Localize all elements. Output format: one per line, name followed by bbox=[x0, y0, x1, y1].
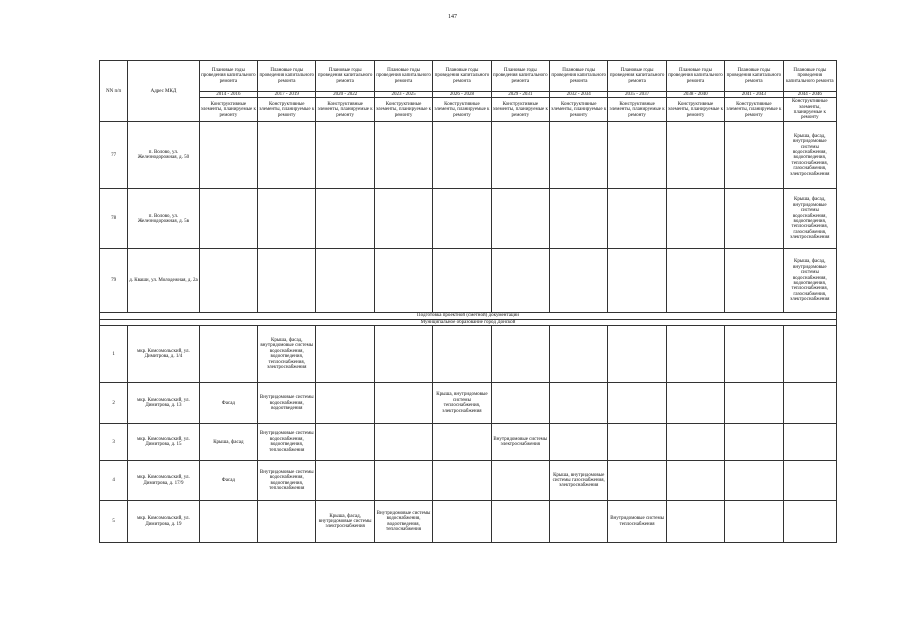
cell-empty bbox=[258, 122, 316, 189]
cell-empty bbox=[608, 326, 666, 383]
cell-empty bbox=[666, 424, 724, 461]
cell-empty bbox=[199, 189, 257, 249]
table-row bbox=[100, 424, 837, 461]
cell-empty bbox=[433, 249, 491, 313]
row-number: 1 bbox=[100, 326, 128, 383]
cell-empty bbox=[666, 461, 724, 501]
cell-empty bbox=[725, 501, 783, 543]
period-years: 2044 - 2046 bbox=[783, 92, 836, 98]
table-row bbox=[100, 189, 837, 249]
cell-empty bbox=[725, 383, 783, 424]
cell-empty bbox=[666, 383, 724, 424]
period-years: 2035 - 2037 bbox=[608, 92, 666, 98]
cell-empty bbox=[666, 249, 724, 313]
cell-empty bbox=[725, 249, 783, 313]
elements-header: Конструктивные элементы, планируемые к ремонту bbox=[608, 98, 666, 122]
cell-elements bbox=[258, 501, 316, 543]
cell-elements: Внутридомовые системы водоснабжения, водоотведения bbox=[258, 383, 316, 424]
cell-empty bbox=[491, 122, 549, 189]
row-address: мкр. Комсомольский, ул. Димитрова, д. 19 bbox=[128, 501, 199, 543]
row-address: мкр. Комсомольский, ул. Димитрова, д. 15 bbox=[128, 424, 199, 461]
row-address: д. Кваши, ул. Молодежная, д. 2а bbox=[128, 249, 199, 313]
elements-header: Конструктивные элементы, планируемые к ремонту bbox=[550, 98, 608, 122]
cell-elements: Внутридомовые системы электроснабжения bbox=[491, 424, 549, 461]
header-row-titles bbox=[100, 61, 837, 92]
elements-header: Конструктивные элементы, планируемые к ремонту bbox=[783, 98, 836, 122]
cell-elements: Крыша, фасад, внутридомовые системы водоснабжения, водоотведения, теплоснабжения, газоснабжения, электроснабжения bbox=[783, 249, 836, 313]
cell-empty bbox=[725, 189, 783, 249]
cell-elements: Крыша, внутридомовые системы теплоснабжения, электроснабжения bbox=[433, 383, 491, 424]
cell-empty bbox=[316, 249, 374, 313]
elements-header: Конструктивные элементы, планируемые к ремонту bbox=[374, 98, 432, 122]
cell-elements bbox=[316, 326, 374, 383]
cell-empty bbox=[608, 189, 666, 249]
cell-empty bbox=[491, 249, 549, 313]
cell-empty bbox=[783, 501, 836, 543]
cell-elements: Крыша, фасад bbox=[199, 424, 257, 461]
cell-elements bbox=[316, 424, 374, 461]
row-number: 3 bbox=[100, 424, 128, 461]
period-years: 2023 - 2025 bbox=[374, 92, 432, 98]
col-header-address: Адрес МКД bbox=[128, 61, 199, 122]
row-number: 4 bbox=[100, 461, 128, 501]
cell-elements bbox=[199, 501, 257, 543]
cell-empty bbox=[258, 189, 316, 249]
cell-empty bbox=[666, 122, 724, 189]
cell-empty bbox=[725, 461, 783, 501]
cell-elements bbox=[374, 326, 432, 383]
cell-elements: Внутридомовые системы водоснабжения, водоотведения, теплоснабжения bbox=[258, 424, 316, 461]
cell-empty bbox=[199, 249, 257, 313]
period-years: 2041 - 2043 bbox=[725, 92, 783, 98]
row-address: п. Волово, ул. Железнодорожная, д. 5в bbox=[128, 189, 199, 249]
col-header-period: Плановые годы проведения капитального ремонта bbox=[725, 61, 783, 92]
table-row bbox=[100, 461, 837, 501]
cell-empty bbox=[783, 326, 836, 383]
period-years: 2020 - 2022 bbox=[316, 92, 374, 98]
row-address: п. Волово, ул. Железнодорожная, д. 50 bbox=[128, 122, 199, 189]
cell-elements bbox=[199, 326, 257, 383]
col-header-period: Плановые годы проведения капитального ремонта bbox=[374, 61, 432, 92]
col-header-period: Плановые годы проведения капитального ремонта bbox=[433, 61, 491, 92]
cell-empty bbox=[199, 122, 257, 189]
cell-empty bbox=[608, 424, 666, 461]
elements-header: Конструктивные элементы, планируемые к ремонту bbox=[491, 98, 549, 122]
cell-empty bbox=[316, 122, 374, 189]
row-address: мкр. Комсомольский, ул. Димитрова, д. 17/9 bbox=[128, 461, 199, 501]
row-number: 79 bbox=[100, 249, 128, 313]
table-row bbox=[100, 383, 837, 424]
cell-empty bbox=[316, 189, 374, 249]
cell-elements bbox=[374, 424, 432, 461]
cell-elements: Крыша, фасад, внутридомовые системы водоснабжения, водоотведения, теплоснабжения, газоснабжения, электроснабжения bbox=[783, 122, 836, 189]
cell-elements bbox=[433, 424, 491, 461]
row-address: мкр. Комсомольский, ул. Димитрова, д. 13 bbox=[128, 383, 199, 424]
cell-elements: Крыша, фасад, внутридомовые системы электроснабжения bbox=[316, 501, 374, 543]
period-years: 2032 - 2034 bbox=[550, 92, 608, 98]
period-years: 2014 - 2016 bbox=[199, 92, 257, 98]
page-number: 147 bbox=[448, 14, 457, 20]
col-header-period: Плановые годы проведения капитального ремонта bbox=[491, 61, 549, 92]
row-number: 78 bbox=[100, 189, 128, 249]
table-row bbox=[100, 326, 837, 383]
elements-header: Конструктивные элементы, планируемые к ремонту bbox=[433, 98, 491, 122]
cell-elements bbox=[491, 326, 549, 383]
col-header-period: Плановые годы проведения капитального ремонта bbox=[666, 61, 724, 92]
cell-elements bbox=[550, 383, 608, 424]
row-address: мкр. Комсомольский, ул. Димитрова, д. 1/4 bbox=[128, 326, 199, 383]
period-years: 2029 - 2031 bbox=[491, 92, 549, 98]
header-row-elements bbox=[100, 98, 837, 122]
cell-elements bbox=[374, 461, 432, 501]
cell-elements: Фасад bbox=[199, 383, 257, 424]
cell-elements bbox=[550, 424, 608, 461]
section-title: Подготовка проектной (сметной) документации bbox=[100, 313, 837, 319]
cell-empty bbox=[374, 249, 432, 313]
col-header-period: Плановые годы проведения капитального ремонта bbox=[316, 61, 374, 92]
cell-empty bbox=[374, 122, 432, 189]
period-years: 2026 - 2028 bbox=[433, 92, 491, 98]
cell-elements: Крыша, фасад, внутридомовые системы водоснабжения, водоотведения, теплоснабжения, электроснабжения bbox=[258, 326, 316, 383]
elements-header: Конструктивные элементы, планируемые к ремонту bbox=[199, 98, 257, 122]
cell-empty bbox=[550, 189, 608, 249]
cell-elements bbox=[550, 326, 608, 383]
cell-elements: Внутридомовые системы теплоснабжения bbox=[608, 501, 666, 543]
cell-elements bbox=[374, 383, 432, 424]
repair-plan-table bbox=[99, 60, 837, 543]
col-header-period: Плановые годы проведения капитального ремонта bbox=[608, 61, 666, 92]
elements-header: Конструктивные элементы, планируемые к ремонту bbox=[666, 98, 724, 122]
cell-empty bbox=[491, 189, 549, 249]
elements-header: Конструктивные элементы, планируемые к ремонту bbox=[725, 98, 783, 122]
cell-elements bbox=[491, 461, 549, 501]
cell-elements bbox=[491, 383, 549, 424]
cell-empty bbox=[783, 424, 836, 461]
elements-header: Конструктивные элементы, планируемые к ремонту bbox=[316, 98, 374, 122]
elements-header: Конструктивные элементы, планируемые к ремонту bbox=[258, 98, 316, 122]
table-row bbox=[100, 122, 837, 189]
col-header-period: Плановые годы проведения капитального ремонта bbox=[550, 61, 608, 92]
cell-elements: Фасад bbox=[199, 461, 257, 501]
table-row bbox=[100, 249, 837, 313]
cell-empty bbox=[666, 501, 724, 543]
col-header-period: Плановые годы проведения капитального ремонта bbox=[199, 61, 257, 92]
cell-empty bbox=[666, 326, 724, 383]
period-years: 2017 - 2019 bbox=[258, 92, 316, 98]
cell-empty bbox=[433, 122, 491, 189]
cell-elements bbox=[316, 383, 374, 424]
col-header-period: Плановые годы проведения капитального ремонта bbox=[783, 61, 836, 92]
period-years: 2038 - 2040 bbox=[666, 92, 724, 98]
cell-empty bbox=[783, 383, 836, 424]
cell-empty bbox=[550, 122, 608, 189]
cell-empty bbox=[666, 189, 724, 249]
cell-empty bbox=[550, 249, 608, 313]
cell-empty bbox=[374, 189, 432, 249]
cell-empty bbox=[258, 249, 316, 313]
cell-empty bbox=[608, 122, 666, 189]
cell-elements: Крыша, фасад, внутридомовые системы водоснабжения, водоотведения, теплоснабжения, газоснабжения, электроснабжения bbox=[783, 189, 836, 249]
cell-elements bbox=[316, 461, 374, 501]
table-row bbox=[100, 501, 837, 543]
cell-empty bbox=[725, 424, 783, 461]
col-header-num: NN п/п bbox=[100, 61, 128, 122]
row-number: 77 bbox=[100, 122, 128, 189]
cell-empty bbox=[725, 326, 783, 383]
cell-empty bbox=[608, 461, 666, 501]
cell-elements bbox=[550, 501, 608, 543]
cell-elements bbox=[433, 461, 491, 501]
cell-empty bbox=[783, 461, 836, 501]
municipality-title: Муниципальное образование город Донской bbox=[100, 319, 837, 325]
cell-elements bbox=[433, 501, 491, 543]
cell-elements: Крыша, внутридомовые системы газоснабжения, электроснабжения bbox=[550, 461, 608, 501]
cell-empty bbox=[433, 189, 491, 249]
row-number: 2 bbox=[100, 383, 128, 424]
cell-elements: Внутридомовые системы водоснабжения, водоотведения, теплоснабжения bbox=[258, 461, 316, 501]
cell-elements bbox=[491, 501, 549, 543]
cell-empty bbox=[608, 249, 666, 313]
cell-empty bbox=[725, 122, 783, 189]
row-number: 5 bbox=[100, 501, 128, 543]
cell-elements bbox=[433, 326, 491, 383]
cell-empty bbox=[608, 383, 666, 424]
col-header-period: Плановые годы проведения капитального ремонта bbox=[258, 61, 316, 92]
cell-elements: Внутридомовые системы водоснабжения, водоотведения, теплоснабжения bbox=[374, 501, 432, 543]
